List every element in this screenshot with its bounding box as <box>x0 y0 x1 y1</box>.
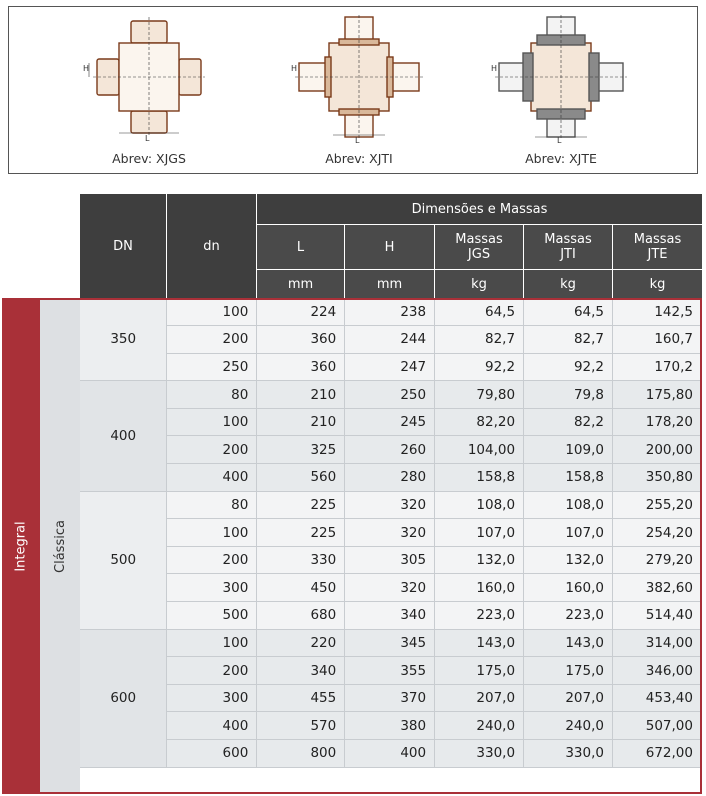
cell-jgs: 92,2 <box>435 353 524 381</box>
cell-jgs: 240,0 <box>435 712 524 740</box>
cell-jte: 507,00 <box>613 712 702 740</box>
cell-l: 560 <box>257 464 345 492</box>
cell-jti: 64,5 <box>524 298 613 326</box>
cell-jti: 82,2 <box>524 408 613 436</box>
cell-dn: 200 <box>167 436 257 464</box>
cell-jti: 143,0 <box>524 629 613 657</box>
cell-h: 355 <box>345 657 435 685</box>
cell-jte: 314,00 <box>613 629 702 657</box>
table-row <box>80 684 702 712</box>
cell-jgs: 330,0 <box>435 740 524 768</box>
cell-h: 280 <box>345 464 435 492</box>
cell-jti: 223,0 <box>524 602 613 630</box>
data-table-body <box>80 298 702 768</box>
header-col-jti: Massas JTI <box>524 225 612 269</box>
cell-jgs: 82,20 <box>435 408 524 436</box>
table-row <box>80 326 702 354</box>
cell-jgs: 223,0 <box>435 602 524 630</box>
cell-jti: 175,0 <box>524 657 613 685</box>
cell-jgs: 158,8 <box>435 464 524 492</box>
figure-caption: Abrev: XJGS <box>112 151 186 166</box>
cell-jgs: 64,5 <box>435 298 524 326</box>
cell-jti: 107,0 <box>524 519 613 547</box>
table-row <box>80 353 702 381</box>
figure-xjti <box>289 13 429 153</box>
cell-dn: 200 <box>167 326 257 354</box>
figure-caption: Abrev: XJTE <box>525 151 597 166</box>
cell-l: 360 <box>257 326 345 354</box>
table-row <box>80 464 702 492</box>
cell-h: 320 <box>345 519 435 547</box>
unit-jgs: kg <box>435 270 523 298</box>
cell-dn: 100 <box>167 298 257 326</box>
cell-jgs: 107,0 <box>435 519 524 547</box>
cell-jgs: 132,0 <box>435 546 524 574</box>
dim-l: L <box>557 136 562 143</box>
dim-h: H <box>491 64 498 73</box>
header-col-h: H <box>345 225 434 269</box>
cell-l: 210 <box>257 408 345 436</box>
cell-l: 340 <box>257 657 345 685</box>
cell-jgs: 207,0 <box>435 684 524 712</box>
cell-l: 225 <box>257 491 345 519</box>
cross-xjte-drawing <box>491 13 631 143</box>
cell-jti: 82,7 <box>524 326 613 354</box>
cell-jgs: 104,00 <box>435 436 524 464</box>
cell-l: 210 <box>257 381 345 409</box>
unit-h: mm <box>345 270 434 298</box>
cell-jgs: 108,0 <box>435 491 524 519</box>
header-dn: DN <box>80 194 166 298</box>
cell-dn: 100 <box>167 519 257 547</box>
cell-h: 305 <box>345 546 435 574</box>
cell-jte: 453,40 <box>613 684 702 712</box>
cell-jte: 350,80 <box>613 464 702 492</box>
dim-h: H <box>83 64 90 73</box>
integral-label: Integral <box>13 520 29 572</box>
table-row <box>80 381 702 409</box>
table-row <box>80 574 702 602</box>
dn-cell: 350 <box>80 298 167 381</box>
dim-h: H <box>291 64 298 73</box>
cell-dn: 100 <box>167 408 257 436</box>
table-row <box>80 546 702 574</box>
cell-h: 247 <box>345 353 435 381</box>
dn-cell: 600 <box>80 629 167 767</box>
cell-l: 680 <box>257 602 345 630</box>
table-row <box>80 436 702 464</box>
cell-h: 345 <box>345 629 435 657</box>
cell-jti: 207,0 <box>524 684 613 712</box>
cell-jte: 514,40 <box>613 602 702 630</box>
cell-jgs: 82,7 <box>435 326 524 354</box>
unit-l: mm <box>257 270 344 298</box>
cell-jti: 240,0 <box>524 712 613 740</box>
cell-jti: 330,0 <box>524 740 613 768</box>
cell-jte: 178,20 <box>613 408 702 436</box>
table-row <box>80 602 702 630</box>
cell-l: 800 <box>257 740 345 768</box>
cell-jti: 160,0 <box>524 574 613 602</box>
cell-l: 330 <box>257 546 345 574</box>
cell-jti: 79,8 <box>524 381 613 409</box>
cell-h: 320 <box>345 574 435 602</box>
cell-jti: 92,2 <box>524 353 613 381</box>
dn-cell: 400 <box>80 381 167 491</box>
cell-h: 250 <box>345 381 435 409</box>
integral-label-wrap <box>2 298 40 794</box>
cell-jte: 170,2 <box>613 353 702 381</box>
dim-l: L <box>145 134 150 143</box>
header-col-l: L <box>257 225 344 269</box>
figure-xjte <box>491 13 631 153</box>
cell-dn: 400 <box>167 712 257 740</box>
cross-xjgs-drawing <box>79 13 219 143</box>
table-row <box>80 298 702 326</box>
cross-xjti-drawing <box>289 13 429 143</box>
figure-caption: Abrev: XJTI <box>325 151 393 166</box>
cell-l: 225 <box>257 519 345 547</box>
table-row <box>80 657 702 685</box>
cell-jte: 382,60 <box>613 574 702 602</box>
table-row <box>80 740 702 768</box>
cell-dn: 80 <box>167 491 257 519</box>
cell-l: 455 <box>257 684 345 712</box>
cell-dn: 80 <box>167 381 257 409</box>
unit-jte: kg <box>613 270 702 298</box>
cell-jte: 254,20 <box>613 519 702 547</box>
cell-dn: 250 <box>167 353 257 381</box>
cell-l: 360 <box>257 353 345 381</box>
cell-h: 380 <box>345 712 435 740</box>
table-row <box>80 408 702 436</box>
cell-h: 370 <box>345 684 435 712</box>
header-col-jgs: Massas JGS <box>435 225 523 269</box>
cell-jte: 142,5 <box>613 298 702 326</box>
header-dn-small: dn <box>167 194 256 298</box>
figure-xjgs <box>79 13 219 153</box>
cell-dn: 300 <box>167 684 257 712</box>
unit-jti: kg <box>524 270 612 298</box>
cell-jti: 108,0 <box>524 491 613 519</box>
table-row <box>80 519 702 547</box>
cell-jgs: 175,0 <box>435 657 524 685</box>
cell-h: 244 <box>345 326 435 354</box>
cell-dn: 200 <box>167 657 257 685</box>
cell-dn: 500 <box>167 602 257 630</box>
cell-l: 570 <box>257 712 345 740</box>
cell-jte: 672,00 <box>613 740 702 768</box>
header-col-jte: Massas JTE <box>613 225 702 269</box>
cell-dn: 100 <box>167 629 257 657</box>
cell-h: 238 <box>345 298 435 326</box>
cell-h: 340 <box>345 602 435 630</box>
figures-panel <box>8 6 698 174</box>
cell-jte: 346,00 <box>613 657 702 685</box>
table-row <box>80 712 702 740</box>
cell-jti: 109,0 <box>524 436 613 464</box>
cell-h: 400 <box>345 740 435 768</box>
cell-l: 224 <box>257 298 345 326</box>
cell-l: 450 <box>257 574 345 602</box>
cell-jti: 132,0 <box>524 546 613 574</box>
dn-cell: 500 <box>80 491 167 629</box>
cell-dn: 200 <box>167 546 257 574</box>
dim-l: L <box>355 136 360 143</box>
dimensions-table <box>2 194 704 794</box>
cell-dn: 600 <box>167 740 257 768</box>
classica-band <box>40 298 80 794</box>
cell-l: 325 <box>257 436 345 464</box>
table-row <box>80 491 702 519</box>
cell-dn: 400 <box>167 464 257 492</box>
cell-jgs: 79,80 <box>435 381 524 409</box>
cell-jte: 200,00 <box>613 436 702 464</box>
cell-jgs: 160,0 <box>435 574 524 602</box>
cell-dn: 300 <box>167 574 257 602</box>
cell-jte: 255,20 <box>613 491 702 519</box>
cell-h: 320 <box>345 491 435 519</box>
cell-l: 220 <box>257 629 345 657</box>
cell-h: 260 <box>345 436 435 464</box>
cell-jte: 279,20 <box>613 546 702 574</box>
cell-jti: 158,8 <box>524 464 613 492</box>
table-row <box>80 629 702 657</box>
cell-jte: 160,7 <box>613 326 702 354</box>
header-group: Dimensões e Massas <box>257 194 702 224</box>
cell-jgs: 143,0 <box>435 629 524 657</box>
cell-h: 245 <box>345 408 435 436</box>
cell-jte: 175,80 <box>613 381 702 409</box>
classica-label: Clássica <box>52 519 68 573</box>
